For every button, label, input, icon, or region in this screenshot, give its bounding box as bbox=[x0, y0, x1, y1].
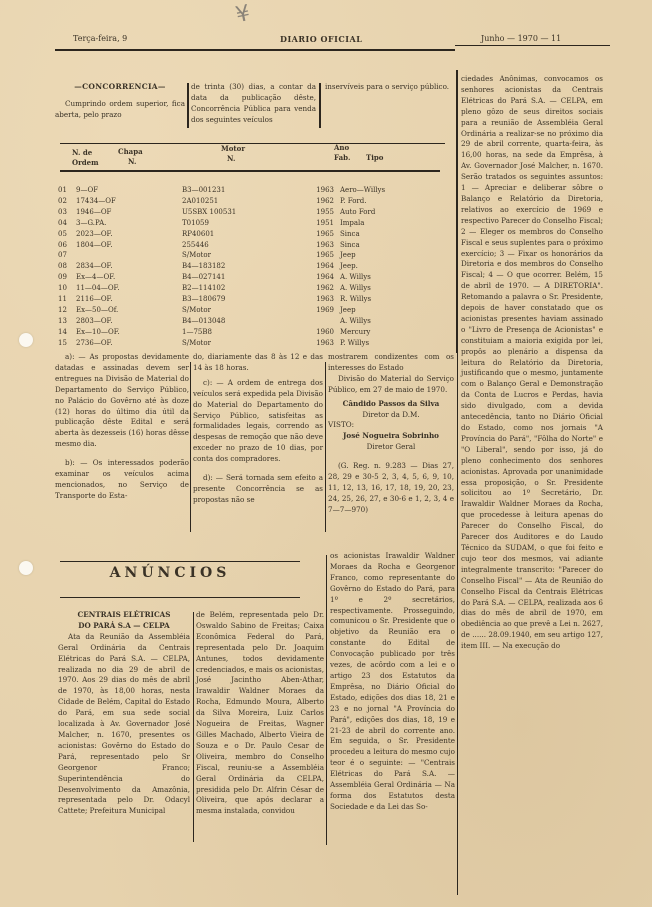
cell-ano: 1962 bbox=[316, 284, 334, 293]
condition-a-cont: do, diariamente das 8 às 12 e das 14 às 18 horas. bbox=[193, 352, 323, 372]
cell-tipo: P. Ford. bbox=[340, 196, 367, 205]
concorrencia-title: —CONCORRENCIA— bbox=[74, 82, 166, 91]
cell-ano: 1963 bbox=[316, 186, 334, 194]
cell-ordem: 07 bbox=[58, 251, 67, 260]
cell-tipo: Aero—Willys bbox=[340, 186, 386, 194]
col-header-tipo: Tipo bbox=[366, 153, 384, 162]
table-top-rule bbox=[60, 143, 445, 144]
col-header-motor bbox=[221, 144, 245, 164]
cell-ano: 1963 bbox=[316, 240, 334, 249]
vehicle-row bbox=[58, 272, 410, 283]
cell-motor: B4—027141 bbox=[182, 273, 226, 282]
column-divider bbox=[325, 362, 326, 532]
cell-motor: U5SBX 100531 bbox=[182, 207, 237, 216]
registration-note: (G. Reg. n. 9.283 — Dias 27, 28, 29 e 30-5 2, 3, 4, 5, 6, 9, 10, 11, 12, 13, 16, 17, 18, 19, 20, 23, 24, 25, 26, 27, e 30-6 e 1, 2, 3, 4 e 7—7—970) bbox=[328, 461, 454, 514]
cell-ordem: 08 bbox=[58, 262, 67, 271]
cell-chapa: 2834—OF. bbox=[76, 262, 113, 271]
visto-label: VISTO: bbox=[328, 420, 355, 430]
vehicle-row bbox=[58, 196, 410, 207]
pencil-mark: ¥ bbox=[233, 0, 253, 29]
anuncios-col3 bbox=[330, 551, 455, 813]
cell-chapa: Ex—4—OF. bbox=[76, 273, 116, 282]
cell-motor: 2A010251 bbox=[182, 196, 219, 205]
col-header-ano bbox=[334, 143, 350, 163]
cell-ano: 1965 bbox=[316, 251, 334, 260]
col-header-line: N. bbox=[227, 154, 236, 163]
cell-tipo: P. Willys bbox=[340, 338, 370, 347]
col-header-line: Chapa bbox=[118, 147, 143, 156]
vehicle-row bbox=[58, 250, 410, 261]
cell-tipo: Auto Ford bbox=[340, 207, 376, 216]
cell-tipo: Mercury bbox=[340, 327, 371, 336]
column-divider bbox=[190, 362, 191, 532]
concorrencia-intro-text: inservíveis para o serviço público. bbox=[325, 82, 450, 91]
cell-chapa: 3—G.PA. bbox=[76, 218, 107, 227]
cell-chapa: 11—04—OF. bbox=[76, 284, 120, 293]
cell-ordem: 05 bbox=[58, 229, 67, 238]
cell-ordem: 06 bbox=[58, 240, 67, 249]
concorrencia-intro-col1 bbox=[55, 82, 185, 121]
cell-ano: 1965 bbox=[316, 229, 334, 238]
cell-ano bbox=[306, 316, 334, 327]
header-date: Terça-feira, 9 bbox=[73, 34, 128, 43]
cell-chapa: Ex—50—Of. bbox=[76, 305, 119, 314]
column-divider bbox=[457, 75, 458, 895]
cell-ano: 1960 bbox=[316, 327, 334, 336]
cell-motor: B4—183182 bbox=[182, 262, 226, 271]
vehicle-row bbox=[58, 294, 410, 305]
cell-ano: 1955 bbox=[316, 207, 334, 216]
signer1-name: Cândido Passos da Silva bbox=[342, 398, 440, 408]
cell-motor: S/Motor bbox=[182, 305, 211, 314]
cell-ano: 1964 bbox=[316, 262, 334, 271]
cell-ordem: 09 bbox=[58, 273, 67, 282]
concorrencia-intro-col3 bbox=[325, 82, 450, 93]
concorrencia-intro-text: de trinta (30) dias, a contar da data da publicação dêste, Concorrência Pública para venda dos seguintes veículos bbox=[191, 82, 316, 124]
header-page-info: Junho — 1970 — 11 bbox=[481, 34, 562, 43]
col-header-line: Ordem bbox=[72, 158, 99, 167]
cell-ordem: 02 bbox=[58, 196, 67, 205]
vehicle-row bbox=[58, 338, 410, 349]
cell-ordem: 10 bbox=[58, 284, 67, 293]
cell-motor: S/Motor bbox=[182, 251, 211, 260]
col-header-line: Ano bbox=[334, 143, 350, 152]
anuncios-title: ANÚNCIOS bbox=[109, 565, 231, 581]
cell-tipo: R. Willys bbox=[340, 295, 372, 304]
vehicle-row bbox=[58, 316, 410, 327]
condition-d: d): — Será tornada sem efeito a presente Concorrência se as propostas não se bbox=[193, 473, 323, 504]
vehicle-table bbox=[58, 185, 410, 349]
cell-motor: T01059 bbox=[182, 218, 209, 227]
concorrencia-intro-text: Cumprindo ordem superior, fica aberta, pelo prazo bbox=[55, 98, 185, 119]
condition-d-cont: mostrarem condizentes com os interesses do Estado bbox=[328, 352, 454, 372]
vehicle-row bbox=[58, 207, 410, 218]
cell-ano: 1964 bbox=[316, 273, 334, 282]
col-header-chapa bbox=[118, 147, 143, 167]
cell-ordem: 14 bbox=[58, 327, 67, 336]
cell-chapa bbox=[76, 250, 182, 261]
anuncios-col1 bbox=[58, 610, 190, 817]
cell-chapa: 17434—OF bbox=[76, 196, 116, 205]
cell-ordem: 15 bbox=[58, 338, 67, 347]
conditions-col3 bbox=[328, 352, 454, 516]
vehicle-row bbox=[58, 305, 410, 316]
condition-c: c): — A ordem de entrega dos veículos será expedida pela Divisão do Material do Departamento do Serviço Público, satisfeitas as formalidades legais, correndo as despesas de remoção que não deve exceder no prazo de 10 dias, por conta dos compradores. bbox=[193, 377, 323, 464]
cell-ano: 1963 bbox=[316, 295, 334, 304]
column-divider bbox=[193, 612, 194, 842]
cell-ordem: 01 bbox=[58, 186, 67, 194]
header-rule bbox=[55, 49, 455, 51]
punch-hole bbox=[19, 333, 33, 347]
cell-tipo: Sinca bbox=[340, 229, 360, 238]
signer1-title: Diretor da D.M. bbox=[362, 409, 420, 419]
vehicle-row bbox=[58, 229, 410, 240]
cell-ordem: 03 bbox=[58, 207, 67, 216]
conditions-col2 bbox=[193, 352, 323, 506]
cell-motor: B4—013048 bbox=[182, 316, 226, 325]
cell-motor: B3—180679 bbox=[182, 295, 226, 304]
cell-chapa: Ex—10—OF. bbox=[76, 327, 120, 336]
cell-tipo: A. Willys bbox=[340, 316, 371, 325]
col-header-line: Motor bbox=[221, 144, 246, 153]
cell-tipo: Impala bbox=[340, 218, 365, 227]
vehicle-row bbox=[58, 185, 410, 196]
cell-chapa: 2023—OF. bbox=[76, 229, 113, 238]
cell-tipo: A. Willys bbox=[340, 273, 371, 282]
cell-motor: RP40601 bbox=[182, 229, 215, 238]
vehicle-row bbox=[58, 218, 410, 229]
header-rule bbox=[455, 45, 610, 46]
cell-chapa: 2803—OF. bbox=[76, 316, 113, 325]
cell-ordem: 12 bbox=[58, 305, 67, 314]
cell-ano: 1969 bbox=[316, 305, 334, 314]
cell-ano: 1951 bbox=[316, 218, 334, 227]
cell-tipo: Jeep bbox=[340, 305, 356, 314]
cell-chapa: 1946—OF bbox=[76, 207, 112, 216]
cell-motor: S/Motor bbox=[182, 338, 211, 347]
cell-ordem: 13 bbox=[58, 316, 67, 325]
column-divider bbox=[319, 83, 321, 128]
cell-motor: 1—75B8 bbox=[182, 327, 212, 336]
vehicle-row bbox=[58, 283, 410, 294]
cell-tipo: A. Willys bbox=[340, 284, 371, 293]
col-header-line: N. bbox=[128, 157, 137, 166]
vehicle-row bbox=[58, 261, 410, 272]
cell-tipo: Jeep bbox=[340, 251, 356, 260]
table-header-rule bbox=[60, 170, 440, 172]
anuncios-col3-text: os acionistas Irawaldir Waldner Moraes da Rocha e Georgenor Franco, como representante do Govêrno do Estado do Pará, para 1º e 2º secretários, respectivamente. Prosseguindo, comunicou o Sr. Presidente que o objetivo da Reunião era o constante do Edital de Convocação publicado por três vezes, de acôrdo com a lei e o artigo 23 dos Estatutos da Emprêsa, no Diário Oficial do Estado, edições dos dias 18, 21 e 23 e no jornal "A Província do Pará", edições dos dias, 18, 19 e 21-23 de abril do corrente ano. Em seguida, o Sr. Presidente procedeu a leitura do mesmo cujo teor é o seguinte: — "Centrais Elétricas do Pará S.A. — Assembléia Geral Ordinária — Na forma dos Estatutos desta Sociedade e da Lei das So- bbox=[330, 551, 455, 811]
cell-chapa: 2736—OF. bbox=[76, 338, 113, 347]
col-header-line: Fab. bbox=[334, 153, 351, 162]
cell-ano: 1963 bbox=[316, 338, 334, 347]
cell-motor: B3—001231 bbox=[182, 186, 226, 194]
condition-b: b): — Os interessados poderão examinar os veículos acima mencionados, no Serviço de Transporte do Esta- bbox=[55, 458, 189, 500]
cell-tipo: Jeep. bbox=[340, 262, 358, 271]
celpa-heading: CENTRAIS ELÉTRICAS bbox=[77, 610, 171, 619]
column-divider bbox=[187, 83, 189, 128]
col-header-line: N. de bbox=[72, 148, 93, 157]
header-title: DIARIO OFICIAL bbox=[280, 34, 363, 44]
celpa-heading: DO PARÁ S.A — CELPA bbox=[78, 620, 170, 630]
anuncios-bottom-rule bbox=[60, 597, 300, 598]
conditions-col1 bbox=[55, 352, 189, 502]
col-header-ordem bbox=[72, 148, 99, 168]
vehicle-row bbox=[58, 327, 410, 338]
cell-chapa: 2116—OF. bbox=[76, 295, 113, 304]
cell-ano: 1962 bbox=[316, 196, 334, 205]
punch-hole bbox=[19, 561, 33, 575]
column-divider bbox=[326, 555, 327, 845]
concorrencia-intro-col2 bbox=[191, 82, 316, 126]
signer2-name: José Nogueira Sobrinho bbox=[343, 431, 439, 441]
cell-ordem: 04 bbox=[58, 218, 67, 227]
vehicle-row bbox=[58, 240, 410, 251]
signer2-title: Diretor Geral bbox=[366, 442, 416, 452]
anuncios-col2 bbox=[196, 610, 324, 817]
condition-a: a): — As propostas devidamente datadas e assinadas devem ser entregues na Divisão de Material do Departamento do Serviço Público, no Palácio do Govêrno até às doze (12) horas do último dia útil da publicação dêste Edital e será aberta às dezesseis (16) horas dêsse mesmo dia. bbox=[55, 352, 189, 449]
cell-chapa: 1804—OF. bbox=[76, 240, 113, 249]
cell-tipo: Sinca bbox=[340, 240, 360, 249]
cell-chapa: 9—OF bbox=[76, 186, 99, 194]
right-column-text: ciedades Anônimas, convocamos os senhores acionistas da Centrais Elétricas do Pará S.A. — CELPA, em pleno gôzo de seus direitos sociais para a reunião de Assembléia Geral Ordinária a realizar-se no próximo dia 29 de abril corrente, quarta-feira, às 16,00 horas, na sede da Emprêsa, à Av. Governador José Malcher, n. 1670. Serão tratados os seguintes assuntos: 1 — Apreciar e deliberar sôbre o Balanço e Relatório da Diretoria, relativos ao exercício de 1969 e respectivo Parecer do Conselho Fiscal; 2 — Eleger os membros do Conselho Fiscal e seus suplentes para o próximo exercício; 3 — Fixar os honorários da Diretoria e dos membros do Conselho Fiscal; 4 — O que ocorrer. Belém, 15 de abril de 1970. — A DIRETORIA". Retomando a palavra o Sr. Presidente, depois de haver constatado que os acionistas presentes haviam assinado o "Livro de Presença de Acionistas" e constituiam a maioria exigida por lei, propôs ao plenário a dispensa da leitura do Relatório da Diretoria, justificando que o mesmo, juntamente com o Balanço Geral e Demonstração da Conta de Lucros e Perdas, havia sido divulgado, com a devida antecedência, tanto no Diário Oficial do Estado, como nos jornais "A Província do Pará", "Fôlha do Norte" e "O Liberal", sendo por isso, já do pleno conhecimento dos senhores acionistas. Aprovada por unanimidade essa proposição, o Sr. Presidente solicitou ao 1º Secretário, Dr. Irawaldir Waldner Moraes da Rocha, que procedesse à leitura apenas do Parecer do Conselho Fiscal, do Parecer dos Auditores e do Laudo Técnico da SUDAM, o que foi feito e cujo teor dos mesmos, vai adiante integralmente transcrito: "Parecer do Conselho Fiscal" — Ata de Reunião do Conselho Fiscal da Centrais Elétricas do Pará S.A. — CELPA, realizada aos 6 dias do mês de abril de 1970, em obediência ao que prevê a Lei n. 2627, de ...... 28.09.1940, em seu artigo 127, item III. — Na execução do bbox=[461, 74, 603, 651]
anuncios-top-rule bbox=[60, 561, 300, 562]
anuncios-col1-text: Ata da Reunião da Assembléia Geral Ordinária da Centrais Elétricas do Pará S.A. — CELPA, realizada no dia 29 de abril de 1970. Aos 29 dias do mês de abril de 1970, às 18,00 horas, nesta Cidade de Belém, Capital do Estado do Pará, em sua sede social localizada à Av. Governador José Malcher, n. 1670, presentes os acionistas: Govêrno do Estado do Pará, representado pelo Sr Georgenor Franco; Superintendência do Desenvolvimento da Amazônia, representada pelo Dr. Odacyl Cattete; Prefeitura Municipal bbox=[58, 631, 190, 816]
right-column bbox=[461, 74, 603, 652]
cell-ordem: 11 bbox=[58, 295, 67, 304]
place-date: Divisão do Material do Serviço Público, em 27 de maio de 1970. bbox=[328, 373, 454, 394]
anuncios-col2-text: de Belém, representada pelo Dr. Oswaldo Sabino de Freitas; Caixa Econômica Federal do Pará, representada pelo Dr. Joaquim Antunes, todos devidamente credenciados, e mais os acionistas, José Jacintho Aben-Athar, Irawaldir Waldner Moraes da Rocha, Edmundo Moura, Alberto da Silva Moreira, Luiz Carlos Nogueira de Freitas, Wagner Gilles Machado, Alberto Vieira de Souza e o Dr. Paulo Cesar de Oliveira, membro do Conselho Fiscal, reuniu-se a Assembléia Geral Ordinária da CELPA, presidida pelo Dr. Alfrin César de Oliveira, que após declarar a mesma instalada, convidou bbox=[196, 610, 324, 816]
cell-motor: B2—114102 bbox=[182, 284, 226, 293]
cell-motor: 255446 bbox=[182, 240, 209, 249]
